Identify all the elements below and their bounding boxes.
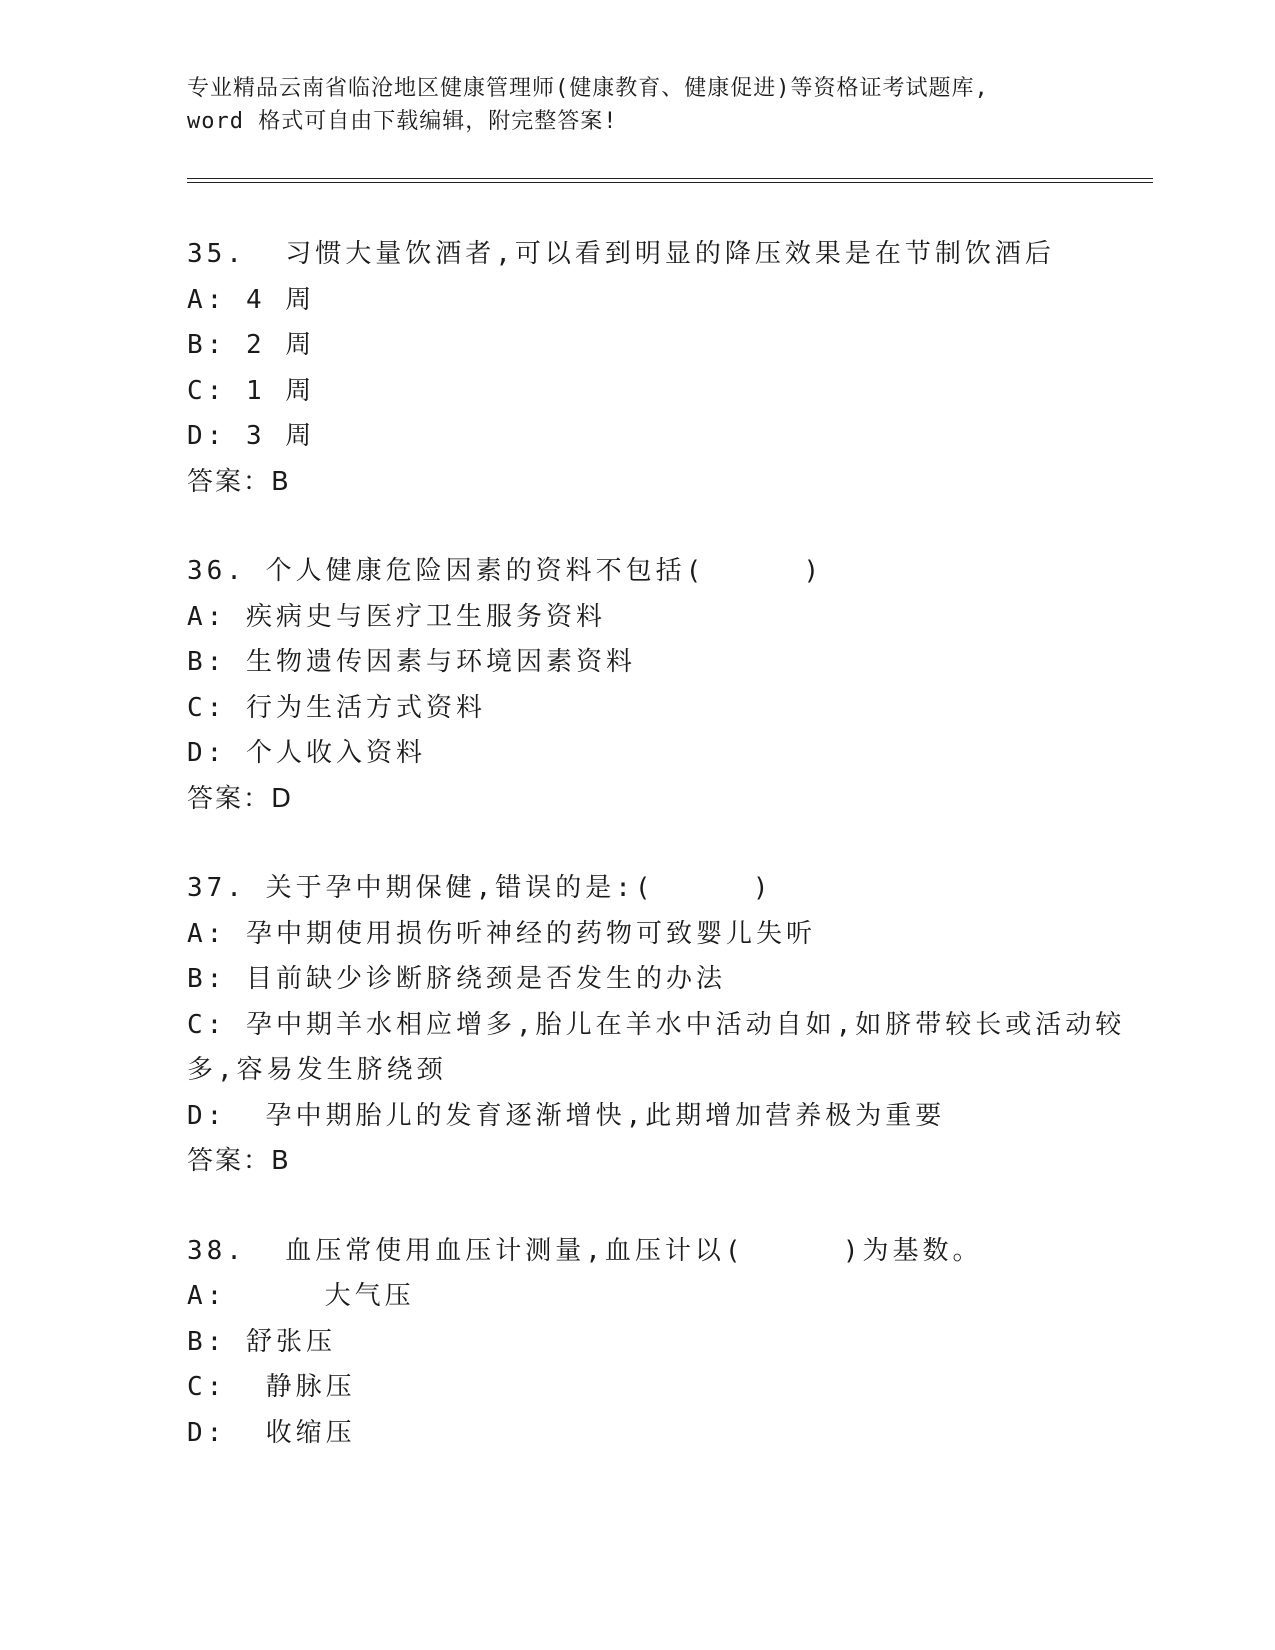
header-line-1: 专业精品云南省临沧地区健康管理师(健康教育、健康促进)等资格证考试题库,	[187, 76, 989, 101]
option-c: C: 1 周	[187, 375, 316, 406]
rule-top	[187, 178, 1153, 179]
header-line-2: word 格式可自由下载编辑，附完整答案!	[187, 109, 618, 134]
question-35	[187, 232, 1147, 505]
option-a: A: 疾病史与医疗卫生服务资料	[187, 601, 606, 632]
question-stem: 36. 个人健康危险因素的资料不包括( )	[187, 556, 824, 586]
header-double-rule	[187, 178, 1153, 183]
document-header	[187, 72, 1087, 138]
answer: 答案：B	[187, 1146, 291, 1176]
question-38	[187, 1229, 1147, 1457]
question-stem: 37. 关于孕中期保健,错误的是:( )	[187, 873, 773, 903]
question-stem: 38. 血压常使用血压计测量,血压计以( )为基数。	[187, 1235, 983, 1266]
question-list	[187, 232, 1147, 1500]
option-d: D: 3 周	[187, 421, 316, 451]
question-37	[187, 866, 1147, 1185]
option-a: A: 大气压	[187, 1281, 415, 1311]
option-d: D: 孕中期胎儿的发育逐渐增快,此期增加营养极为重要	[187, 1100, 946, 1131]
answer: 答案：D	[187, 783, 294, 814]
option-a: A: 4 周	[187, 284, 316, 315]
option-d: D: 个人收入资料	[187, 738, 426, 768]
option-c: C: 行为生活方式资料	[187, 692, 486, 723]
question-36	[187, 549, 1147, 822]
question-stem: 35. 习惯大量饮酒者,可以看到明显的降压效果是在节制饮酒后	[187, 239, 1055, 269]
answer: 答案：B	[187, 466, 291, 497]
option-c: C: 静脉压	[187, 1372, 356, 1402]
option-a: A: 孕中期使用损伤听神经的药物可致婴儿失听	[187, 918, 816, 949]
rule-bottom	[187, 182, 1153, 183]
option-d: D: 收缩压	[187, 1417, 356, 1448]
option-c: C: 孕中期羊水相应增多,胎儿在羊水中活动自如,如脐带较长或活动较多,容易发生脐绕颈	[187, 1009, 1126, 1085]
option-b: B: 生物遗传因素与环境因素资料	[187, 647, 636, 677]
option-b: B: 2 周	[187, 330, 316, 360]
option-b: B: 舒张压	[187, 1326, 336, 1357]
option-b: B: 目前缺少诊断脐绕颈是否发生的办法	[187, 964, 726, 994]
